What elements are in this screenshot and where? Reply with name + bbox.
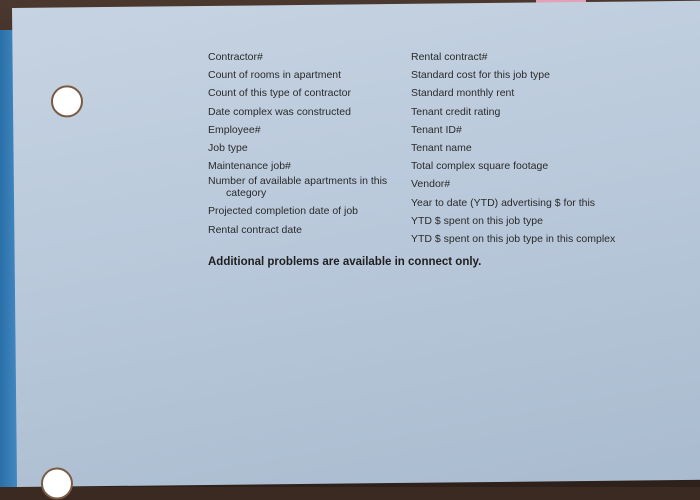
term-item: Contractor# (208, 51, 263, 63)
term-item: Job type (208, 141, 248, 154)
term-item: Date complex was constructed (208, 105, 351, 118)
term-item: Vendor# (411, 178, 451, 191)
additional-problems-note: Additional problems are available in connect only. (208, 256, 482, 268)
term-item: Employee# (208, 123, 261, 136)
term-item: Projected completion date of job (208, 205, 359, 218)
term-item: Number of available apartments in this (208, 175, 388, 188)
term-item: YTD $ spent on this job type (411, 214, 543, 227)
term-item: Count of this type of contractor (208, 87, 351, 100)
right-term-column (411, 48, 651, 248)
term-item: Rental contract# (411, 51, 488, 63)
punch-hole-top (51, 85, 83, 117)
term-item-continued: category (226, 187, 267, 200)
term-item: Tenant name (411, 141, 472, 154)
term-item: Standard monthly rent (411, 87, 515, 100)
punch-hole-bottom (41, 467, 73, 499)
term-item: YTD $ spent on this job type in this complex (411, 232, 616, 245)
term-item: Year to date (YTD) advertising $ for this (411, 196, 596, 209)
term-item: Count of rooms in apartment (208, 69, 342, 82)
term-item: Standard cost for this job type (411, 69, 550, 82)
left-term-column (208, 48, 408, 239)
term-item: Total complex square footage (411, 160, 549, 173)
term-item: Tenant ID# (411, 123, 462, 136)
term-item: Tenant credit rating (411, 105, 501, 118)
term-item: Rental contract date (208, 223, 302, 236)
term-item: Maintenance job# (208, 160, 291, 173)
